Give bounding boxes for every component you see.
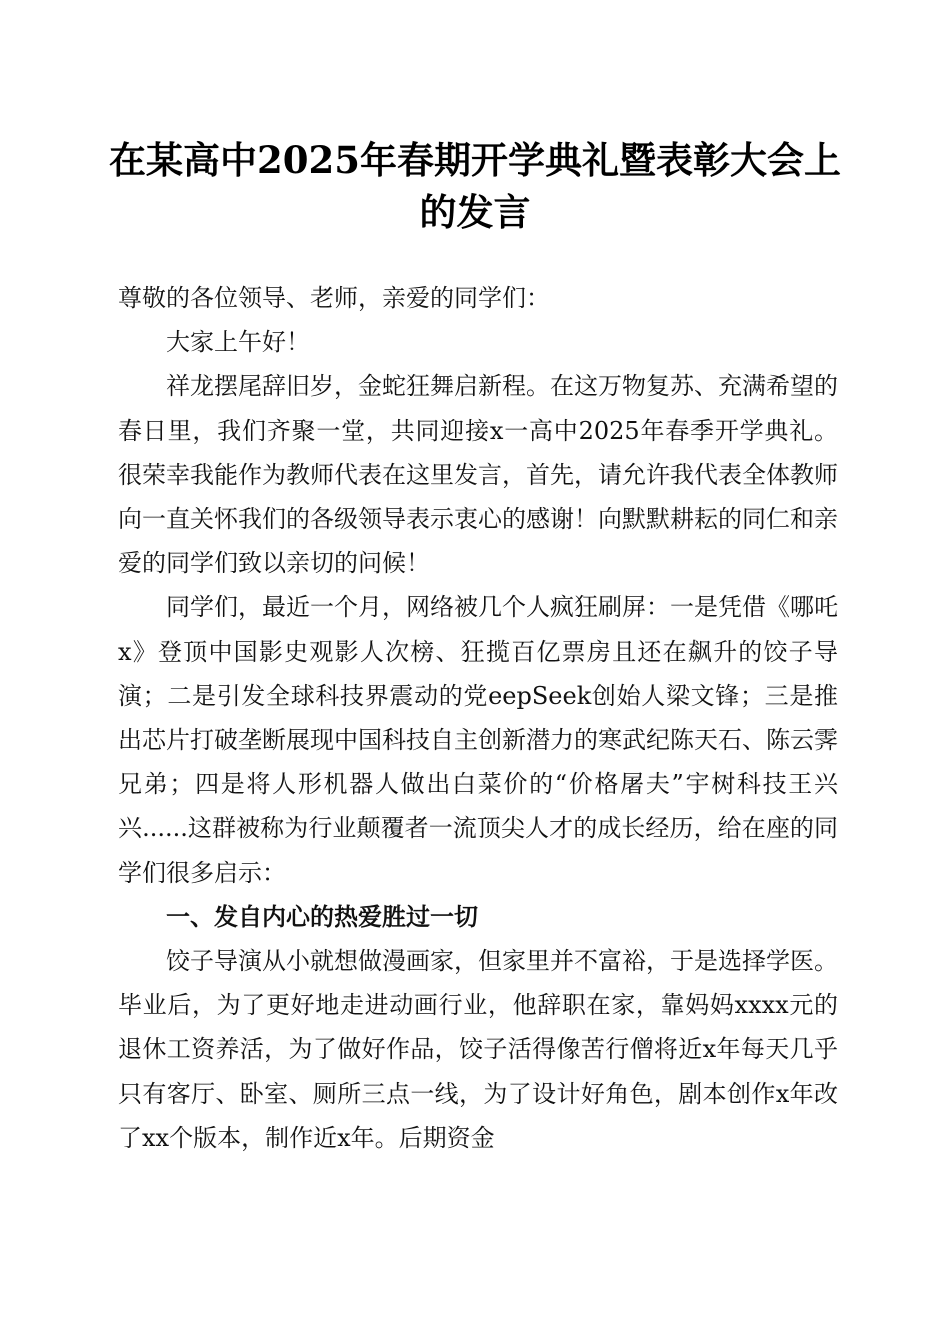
salutation: 尊敬的各位领导、老师，亲爱的同学们： <box>118 284 550 312</box>
greeting: 大家上午好！ <box>166 328 310 357</box>
document-title: 在某高中2025年春期开学典礼暨表彰大会上的发言 <box>109 138 841 234</box>
paragraph-intro: 祥龙摆尾辞旧岁，金蛇狂舞启新程。在这万物复苏、充满希望的春日里，我们齐聚一堂，共同迎接x一高中2025年春季开学典礼。很荣幸我能作为教师代表在这里发言，首先，请允许我代表全体教师向一直关怀我们的各级领导表示衷心的感谢！向默默耕耘的同仁和亲爱的同学们致以亲切的问候！ <box>118 372 838 578</box>
section-heading: 一、发自内心的热爱胜过一切 <box>166 902 478 931</box>
paragraph-role-models: 同学们，最近一个月，网络被几个人疯狂刷屏：一是凭借《哪吒x》登顶中国影史观影人次榜、狂揽百亿票房且还在飙升的饺子导演；二是引发全球科技界震动的党eepSeek创始人梁文锋；三是推出芯片打破垄断展现中国科技自主创新潜力的寒武纪陈天石、陈云霁兄弟；四是将人形机器人做出白菜价的“价格屠夫”宇树科技王兴兴......这群被称为行业颠覆者一流顶尖人才的成长经历，给在座的同学们很多启示： <box>118 593 838 887</box>
document-body <box>118 276 838 1160</box>
section-paragraph: 饺子导演从小就想做漫画家，但家里并不富裕，于是选择学医。毕业后，为了更好地走进动画行业，他辞职在家，靠妈妈xxxx元的退休工资养活，为了做好作品，饺子活得像苦行僧将近x年每天几乎只有客厅、卧室、厕所三点一线，为了设计好角色，剧本创作x年改了xx个版本，制作近x年。后期资金 <box>118 947 838 1152</box>
